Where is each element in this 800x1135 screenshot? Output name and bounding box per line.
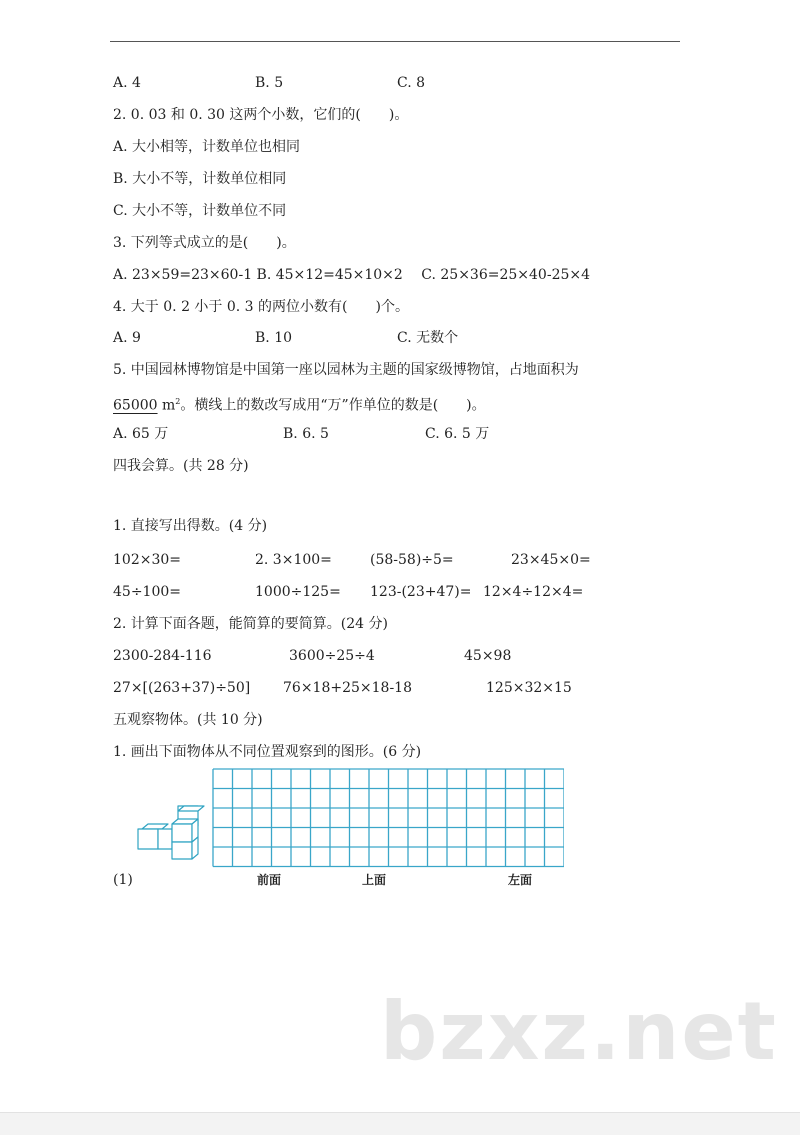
q5-option-a: A. 65 万 xyxy=(113,426,169,442)
view-label-front: 前面 xyxy=(257,873,282,887)
calc-1-1: 102×30= xyxy=(113,552,181,568)
q5-number: 65000 xyxy=(113,397,158,414)
calc-1-4: 23×45×0= xyxy=(511,552,591,568)
calc-2-1: 45÷100= xyxy=(113,584,181,600)
section4-sub1: 1. 直接写出得数。(4 分) xyxy=(113,518,268,534)
q2-option-a: A. 大小相等，计数单位也相同 xyxy=(113,139,301,155)
q5-stem-line1: 5. 中国园林博物馆是中国第一座以园林为主题的国家级博物馆，占地面积为 xyxy=(113,362,579,378)
q2-option-c: C. 大小不等，计数单位不同 xyxy=(113,203,287,219)
q2-option-b: B. 大小不等，计数单位相同 xyxy=(113,171,287,187)
q2-stem: 2. 0. 03 和 0. 30 这两个小数，它们的( )。 xyxy=(113,107,409,123)
section5-sub1: 1. 画出下面物体从不同位置观察到的图形。(6 分) xyxy=(113,744,422,760)
calc-4-1: 27×[(263+37)÷50] xyxy=(113,680,251,696)
calc-1-2: 2. 3×100= xyxy=(255,552,332,568)
q5-option-c: C. 6. 5 万 xyxy=(425,426,490,442)
calc-3-3: 45×98 xyxy=(464,648,512,664)
view-label-top: 上面 xyxy=(362,873,387,887)
figure-number: (1) xyxy=(113,872,133,888)
q3-options: A. 23×59=23×60-1 B. 45×12=45×10×2 C. 25×36=25×40-25×4 xyxy=(113,267,591,283)
q4-option-b: B. 10 xyxy=(255,330,293,346)
section4-sub2: 2. 计算下面各题，能简算的要简算。(24 分) xyxy=(113,616,388,632)
drawing-grid[interactable] xyxy=(212,768,564,868)
view-label-left: 左面 xyxy=(508,873,533,887)
q4-option-a: A. 9 xyxy=(113,330,141,346)
section5-title: 五观察物体。(共 10 分) xyxy=(113,712,263,728)
bottom-scroll-bar xyxy=(0,1112,800,1135)
calc-2-2: 1000÷125= xyxy=(255,584,341,600)
calc-4-3: 125×32×15 xyxy=(486,680,572,696)
calc-2-3: 123-(23+47)= xyxy=(370,584,472,600)
q4-option-c: C. 无数个 xyxy=(397,330,459,346)
calc-1-3: (58-58)÷5= xyxy=(370,552,454,568)
calc-2-4: 12×4÷12×4= xyxy=(483,584,584,600)
q1-option-a: A. 4 xyxy=(113,75,141,91)
q3-stem: 3. 下列等式成立的是( )。 xyxy=(113,235,296,251)
q5-stem-line2 xyxy=(113,392,486,416)
header-rule xyxy=(110,41,680,42)
calc-4-2: 76×18+25×18-18 xyxy=(283,680,412,696)
cube-figure xyxy=(134,803,206,863)
q5-stem-rest: 。横线上的数改写成用“万”作单位的数是( )。 xyxy=(180,397,486,414)
q5-unit-sup: 2 xyxy=(175,397,181,406)
q4-stem: 4. 大于 0. 2 小于 0. 3 的两位小数有( )个。 xyxy=(113,299,409,315)
calc-3-2: 3600÷25÷4 xyxy=(289,648,375,664)
q1-option-c: C. 8 xyxy=(397,75,426,91)
q5-unit: m xyxy=(162,397,176,414)
site-watermark: bzxz.net xyxy=(380,985,778,1078)
calc-3-1: 2300-284-116 xyxy=(113,648,212,664)
section4-title: 四我会算。(共 28 分) xyxy=(113,458,249,474)
q1-option-b: B. 5 xyxy=(255,75,284,91)
q5-option-b: B. 6. 5 xyxy=(283,426,329,442)
